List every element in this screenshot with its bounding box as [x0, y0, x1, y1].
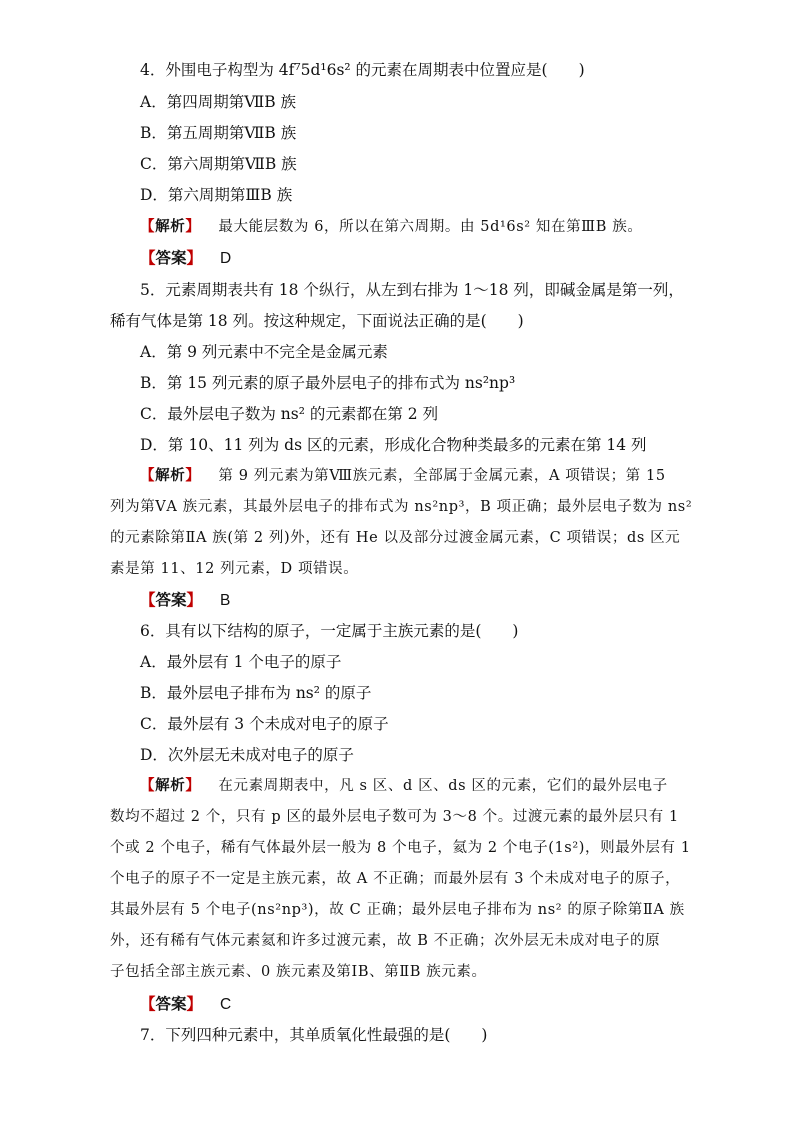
- question-6-analysis-line-5: 其最外层有 5 个电子(ns²np³)，故 C 正确；最外层电子排布为 ns² 的原子除第ⅡA 族: [110, 902, 685, 918]
- analysis-label: 【解析】: [140, 777, 201, 794]
- question-6-option-b: B．最外层电子排布为 ns² 的原子: [140, 684, 372, 702]
- answer-label: 【答案】: [140, 590, 203, 609]
- question-5-stem-line-1: 5．元素周期表共有 18 个纵行，从左到右排为 1～18 列，即碱金属是第一列，: [140, 281, 684, 299]
- question-4-option-c: C．第六周期第ⅦB 族: [140, 155, 297, 173]
- question-6-stem: 6．具有以下结构的原子，一定属于主族元素的是( ): [140, 622, 519, 640]
- question-6-option-c: C．最外层有 3 个未成对电子的原子: [140, 715, 389, 733]
- question-5-option-d: D．第 10、11 列为 ds 区的元素，形成化合物种类最多的元素在第 14 列: [140, 436, 647, 454]
- question-6-analysis-line-4: 个电子的原子不一定是主族元素，故 A 不正确；而最外层有 3 个未成对电子的原子，: [110, 871, 681, 887]
- question-5-analysis-line-1: [140, 466, 666, 486]
- answer-label: 【答案】: [140, 248, 203, 267]
- question-4-option-a: A．第四周期第ⅦB 族: [140, 93, 297, 111]
- question-4-analysis: [140, 217, 642, 237]
- answer-value: C: [220, 996, 232, 1013]
- question-6-analysis-line-2: 数均不超过 2 个，只有 p 区的最外层电子数可为 3～8 个。过渡元素的最外层只有 1: [110, 809, 679, 825]
- question-5-answer: [140, 590, 230, 610]
- question-4-option-b: B．第五周期第ⅦB 族: [140, 124, 297, 142]
- answer-label: 【答案】: [140, 994, 203, 1013]
- question-5-option-a: A．第 9 列元素中不完全是金属元素: [140, 343, 388, 361]
- question-6-analysis-line-1: [140, 776, 668, 796]
- question-5-stem-line-2: 稀有气体是第 18 列。按这种规定，下面说法正确的是( ): [110, 312, 524, 330]
- question-5-analysis-line-4: 素是第 11、12 列元素，D 项错误。: [110, 561, 359, 577]
- analysis-text: 第 9 列元素为第Ⅷ族元素，全部属于金属元素，A 项错误；第 15: [218, 468, 666, 484]
- answer-value: D: [220, 250, 232, 267]
- question-6-analysis-line-7: 子包括全部主族元素、0 族元素及第ⅠB、第ⅡB 族元素。: [110, 964, 487, 980]
- question-5-analysis-line-3: 的元素除第ⅡA 族(第 2 列)外，还有 He 以及部分过渡金属元素，C 项错误；ds 区元: [110, 530, 681, 546]
- question-6-answer: [140, 994, 231, 1014]
- question-5-option-b: B．第 15 列元素的原子最外层电子的排布式为 ns²np³: [140, 374, 516, 392]
- analysis-label: 【解析】: [140, 467, 201, 484]
- question-6-option-d: D．次外层无未成对电子的原子: [140, 746, 354, 764]
- question-4-option-d: D．第六周期第ⅢB 族: [140, 186, 293, 204]
- question-5-option-c: C．最外层电子数为 ns² 的元素都在第 2 列: [140, 405, 439, 423]
- analysis-text: 在元素周期表中，凡 s 区、d 区、ds 区的元素，它们的最外层电子: [218, 778, 668, 794]
- question-5-analysis-line-2: 列为第ⅤA 族元素，其最外层电子的排布式为 ns²np³，B 项正确；最外层电子数为 ns²: [110, 499, 693, 515]
- question-7-stem: 7．下列四种元素中，其单质氧化性最强的是( ): [140, 1026, 488, 1044]
- question-6-option-a: A．最外层有 1 个电子的原子: [140, 653, 342, 671]
- question-4-stem: 4．外围电子构型为 4f⁷5d¹6s² 的元素在周期表中位置应是( ): [140, 61, 585, 79]
- question-4-answer: [140, 248, 231, 268]
- analysis-label: 【解析】: [140, 218, 201, 235]
- analysis-text: 最大能层数为 6，所以在第六周期。由 5d¹6s² 知在第ⅢB 族。: [218, 219, 643, 235]
- question-6-analysis-line-6: 外，还有稀有气体元素氦和许多过渡元素，故 B 不正确；次外层无未成对电子的原: [110, 933, 661, 949]
- answer-value: B: [220, 592, 231, 609]
- question-6-analysis-line-3: 个或 2 个电子，稀有气体最外层一般为 8 个电子，氦为 2 个电子(1s²)，则最外层有 1: [110, 840, 691, 856]
